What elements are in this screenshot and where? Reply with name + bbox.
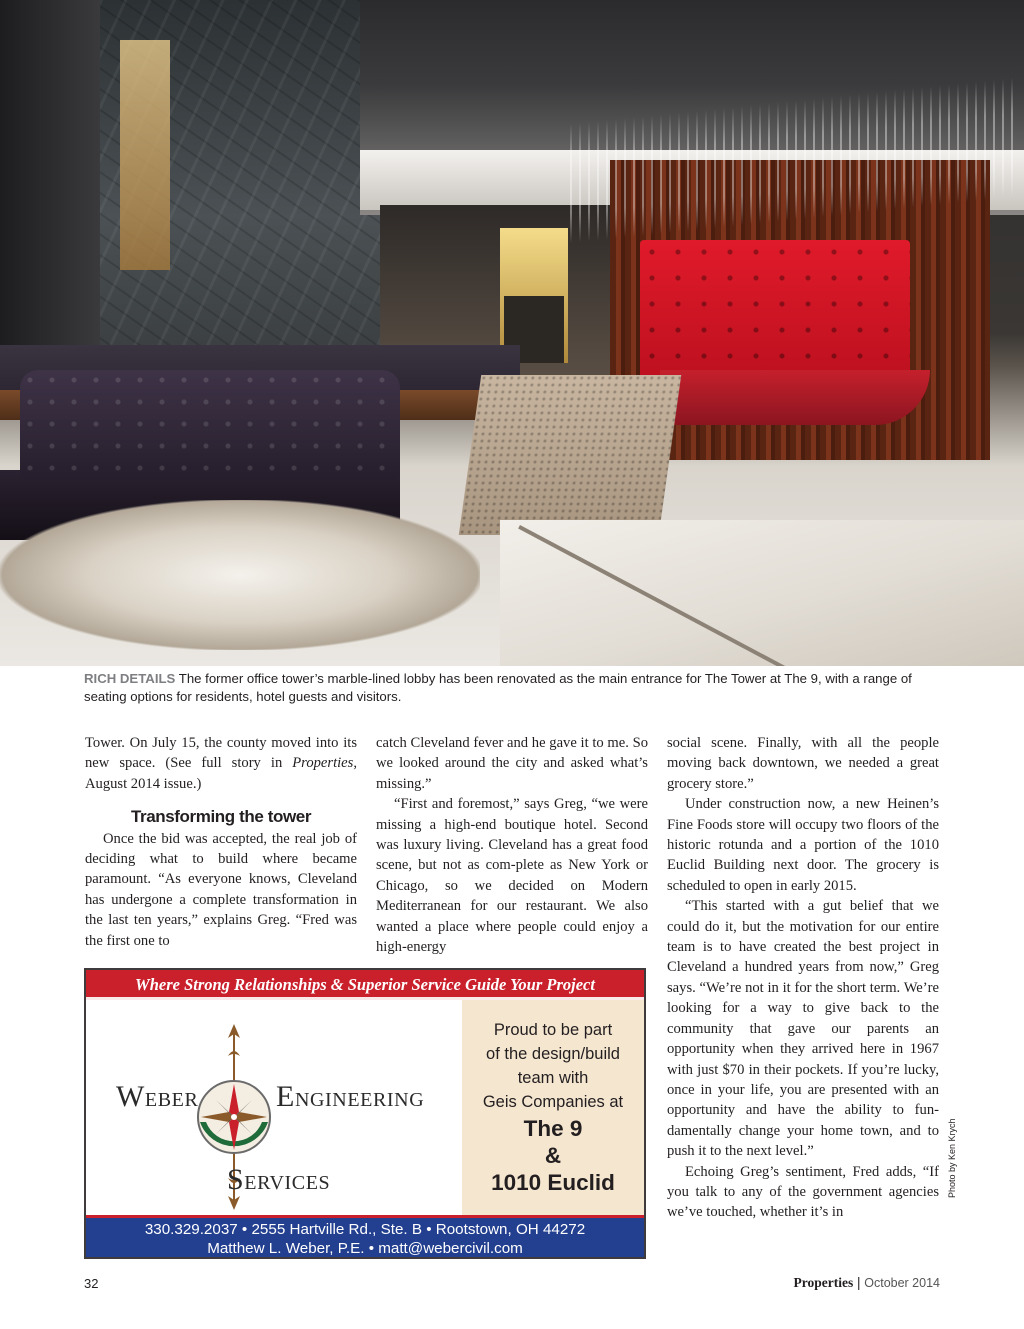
logo-s-initial: S — [227, 1163, 245, 1196]
photo-caption — [84, 670, 954, 706]
ad-pitch-panel — [462, 1000, 644, 1215]
project-line: The 9 — [523, 1116, 583, 1141]
photo-credit: Photo by Ken Krych — [947, 1118, 957, 1198]
logo-engineering — [276, 1080, 424, 1114]
page-number: 32 — [84, 1276, 99, 1291]
ad-project-names — [462, 1115, 644, 1196]
column-1 — [85, 733, 357, 951]
col2-paragraph-1: catch Cleveland fever and he gave it to me. So we looked around the city and asked what’s missing.” — [376, 735, 648, 792]
col1-text-b: , August 2014 issue.) — [85, 755, 357, 792]
logo-services — [227, 1163, 330, 1197]
logo-w-initial: W — [116, 1080, 145, 1113]
col1-italic-title: Properties — [292, 755, 354, 772]
logo-e-initial: E — [276, 1080, 295, 1113]
ad-address: 330.329.2037 • 2555 Hartville Rd., Ste. B • Rootstown, OH 44272 — [144, 1221, 586, 1238]
ad-contact-person: Matthew L. Weber, P.E. • matt@webercivil.com — [207, 1240, 523, 1257]
col3-paragraph-1: social scene. Finally, with all the people moving back downtown, we needed a great grocery store.” — [667, 735, 939, 792]
cowhide-rug — [0, 500, 480, 650]
red-banquette — [660, 370, 930, 425]
floor — [500, 520, 1024, 666]
ad-pitch-text — [462, 1018, 644, 1114]
caption-text: The former office tower’s marble-lined lobby has been renovated as the main entrance for The Tower at The 9, with a range of seating options for residents, hotel guests and visitors. — [84, 671, 912, 704]
section-subhead: Transforming the tower — [130, 807, 312, 827]
column-3 — [667, 733, 939, 1223]
folio — [794, 1275, 941, 1291]
col1-paragraph-2: Once the bid was accepted, the real job of deciding what to build where became paramount. “As everyone knows, Cleveland has undergone a complete transformation in the last ten years,” explains Greg. “Fred was the first one to — [85, 830, 357, 949]
lit-doorway — [500, 228, 568, 363]
ad-contact-bar — [86, 1215, 644, 1257]
caption-label: RICH DETAILS — [84, 671, 176, 686]
col1-text-a: Tower. On July 15, the county moved into its new space. (See full story in — [85, 735, 357, 772]
column-2 — [376, 733, 648, 957]
granite-half-wall — [459, 375, 681, 535]
logo-weber — [116, 1080, 198, 1114]
col2-paragraph-2: “First and foremost,” says Greg, “we were missing a high-end boutique hotel. Second was luxury living. Cleveland has a great food scene, but not as com-plete as New York or Chicago, so we decided on Modern Mediterranean for our restaurant. We also wanted a place where people could enjoy a high-energy — [376, 796, 648, 956]
tufted-sofa — [20, 370, 400, 480]
logo-e-rest: NGINEERING — [294, 1089, 425, 1111]
folio-separator: | — [853, 1275, 865, 1290]
pitch-line: Geis Companies at — [482, 1093, 624, 1111]
pitch-line: Proud to be part — [493, 1021, 613, 1039]
pitch-line: team with — [517, 1069, 589, 1087]
col3-paragraph-2: Under construction now, a new Heinen’s Fine Foods store will occupy two floors of the historic rotunda and a portion of the 1010 Euclid Building next door. The grocery is scheduled to open in early 2015. — [667, 796, 939, 894]
ad-tagline: Where Strong Relationships & Superior Service Guide Your Project — [86, 970, 644, 1000]
wall-sconce — [120, 40, 170, 270]
weber-engineering-ad — [84, 968, 646, 1259]
project-line: & — [544, 1143, 562, 1168]
project-line: 1010 Euclid — [491, 1170, 615, 1195]
pitch-line: of the design/build — [486, 1045, 620, 1063]
logo-s-rest: ERVICES — [244, 1172, 331, 1194]
publication-name: Properties — [793, 1275, 854, 1290]
col3-paragraph-4: Echoing Greg’s sentiment, Fred adds, “If you talk to any of the government agencies we’ve touched, whether it’s in — [667, 1163, 939, 1221]
issue-date: October 2014 — [864, 1276, 940, 1290]
logo-w-rest: EBER — [144, 1089, 199, 1111]
col1-paragraph-1 — [85, 733, 357, 794]
col3-paragraph-3: “This started with a gut belief that we could do it, but the motivation for our entire team is to have created the best project in Cleveland a hundred years from now,” Greg says. “We’re not in it for the short term. We’re looking for a way to give back to the community that gave our parents an opportunity when they arrived here in 1967 with just $70 in their pockets. If you’re lucky, once in your life, you are presented with an opportunity and have the ability to fun-damentally change your home town, and to push it to the next level.” — [667, 898, 939, 1160]
